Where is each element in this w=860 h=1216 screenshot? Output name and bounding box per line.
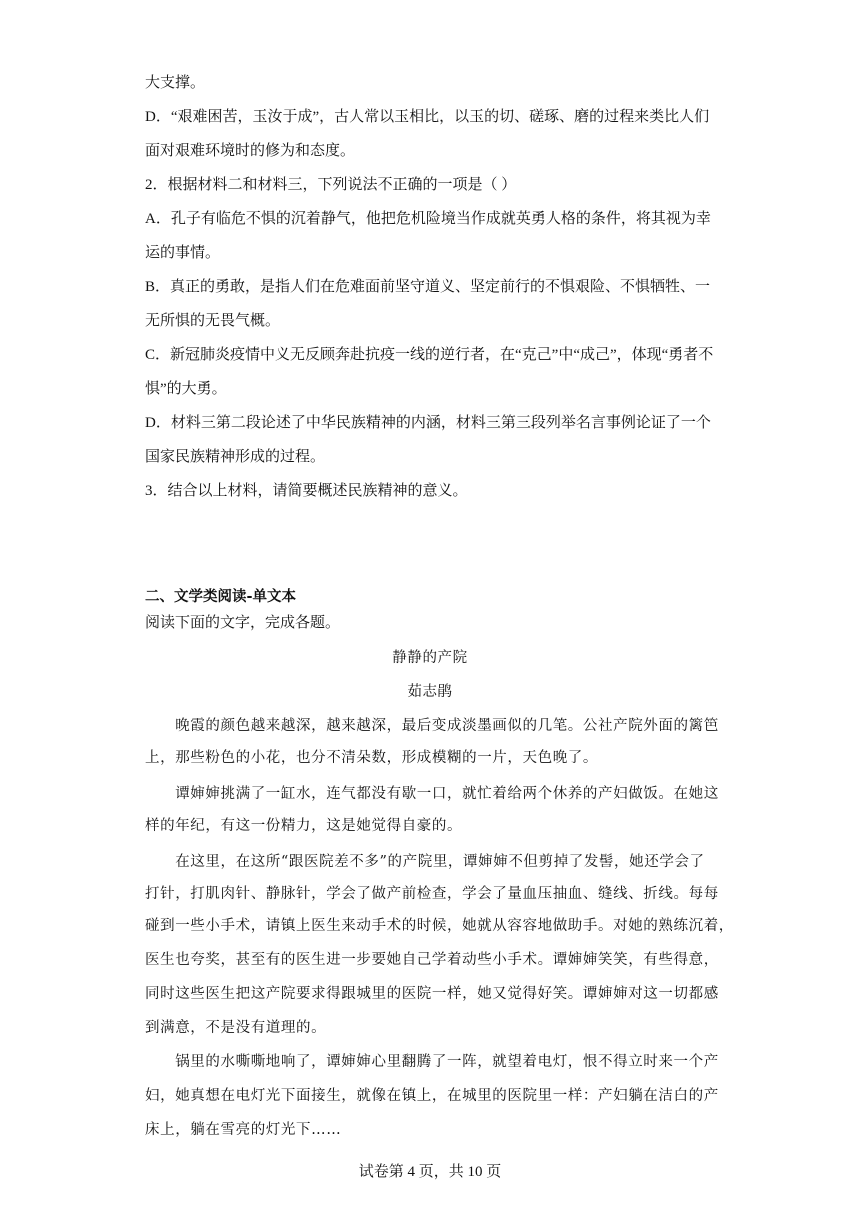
- section-instruction: 阅读下面的文字，完成各题。: [145, 615, 341, 631]
- article-line: 同时这些医生把这产院要求得跟城里的医院一样，她又觉得好笑。谭婶婶对这一切都感: [145, 986, 719, 1002]
- article-line: 医生也夸奖，甚至有的医生进一步要她自己学着动些小手术。谭婶婶笑笑，有些得意，: [145, 952, 719, 968]
- article-line: 晚霞的颜色越来越深，越来越深，最后变成淡墨画似的几笔。公社产院外面的篱笆: [145, 718, 719, 734]
- section-title: 二、文学类阅读-单文本: [145, 589, 297, 605]
- article-line: 在这里，在这所“跟医院差不多”的产院里，谭婶婶不但剪掉了发髻，她还学会了: [145, 854, 705, 870]
- text-line: 无所惧的无畏气概。: [145, 313, 281, 329]
- text-line: 运的事情。: [145, 245, 221, 261]
- article-line: 上，那些粉色的小花，也分不清朵数，形成模糊的一片，天色晚了。: [145, 750, 598, 766]
- article-author: 茹志鹃: [407, 684, 453, 700]
- page-footer: 试卷第 4 页，共 10 页: [358, 1164, 502, 1180]
- text-line: 惧”的大勇。: [145, 381, 227, 397]
- option-b-line: B．真正的勇敢，是指人们在危难面前坚守道义、坚定前行的不惧艰险、不惧牺牲、一: [145, 279, 711, 295]
- option-a-line: A．孔子有临危不惧的沉着静气，他把危机险境当作成就英勇人格的条件，将其视为幸: [145, 211, 711, 227]
- question-2: 2．根据材料二和材料三，下列说法不正确的一项是（ ）: [145, 177, 517, 193]
- option-c-line: C．新冠肺炎疫情中义无反顾奔赴抗疫一线的逆行者，在“克己”中“成己”，体现“勇者不: [145, 347, 714, 363]
- article-line: 床上，躺在雪亮的灯光下……: [145, 1122, 342, 1138]
- article-title: 静静的产院: [392, 650, 468, 666]
- text-line: 大支撑。: [145, 75, 206, 91]
- article-line: 打针，打肌肉针、静脉针，学会了做产前检查，学会了量血压抽血、缝线、折线。每每: [145, 886, 719, 902]
- text-line: 面对艰难环境时的修为和态度。: [145, 143, 356, 159]
- article-line: 碰到一些小手术，请镇上医生来动手术的时候，她就从容容地做助手。对她的熟练沉着，: [145, 918, 734, 934]
- article-line: 妇，她真想在电灯光下面接生，就像在镇上，在城里的医院里一样：产妇躺在洁白的产: [145, 1088, 719, 1104]
- option-d-line: D．材料三第二段论述了中华民族精神的内涵，材料三第三段列举名言事例论证了一个: [145, 415, 711, 431]
- article-line: 样的年纪，有这一份精力，这是她觉得自豪的。: [145, 818, 463, 834]
- option-d-line: D．“艰难困苦，玉汝于成”，古人常以玉相比，以玉的切、磋琢、磨的过程来类比人们: [145, 109, 710, 125]
- text-line: 国家民族精神形成的过程。: [145, 449, 326, 465]
- question-3: 3．结合以上材料，请简要概述民族精神的意义。: [145, 483, 468, 499]
- article-line: 到满意，不是没有道理的。: [145, 1020, 327, 1036]
- article-line: 谭婶婶挑满了一缸水，连气都没有歇一口，就忙着给两个休养的产妇做饭。在她这: [145, 786, 719, 802]
- article-line: 锅里的水嘶嘶地响了，谭婶婶心里翻腾了一阵，就望着电灯，恨不得立时来一个产: [145, 1054, 719, 1070]
